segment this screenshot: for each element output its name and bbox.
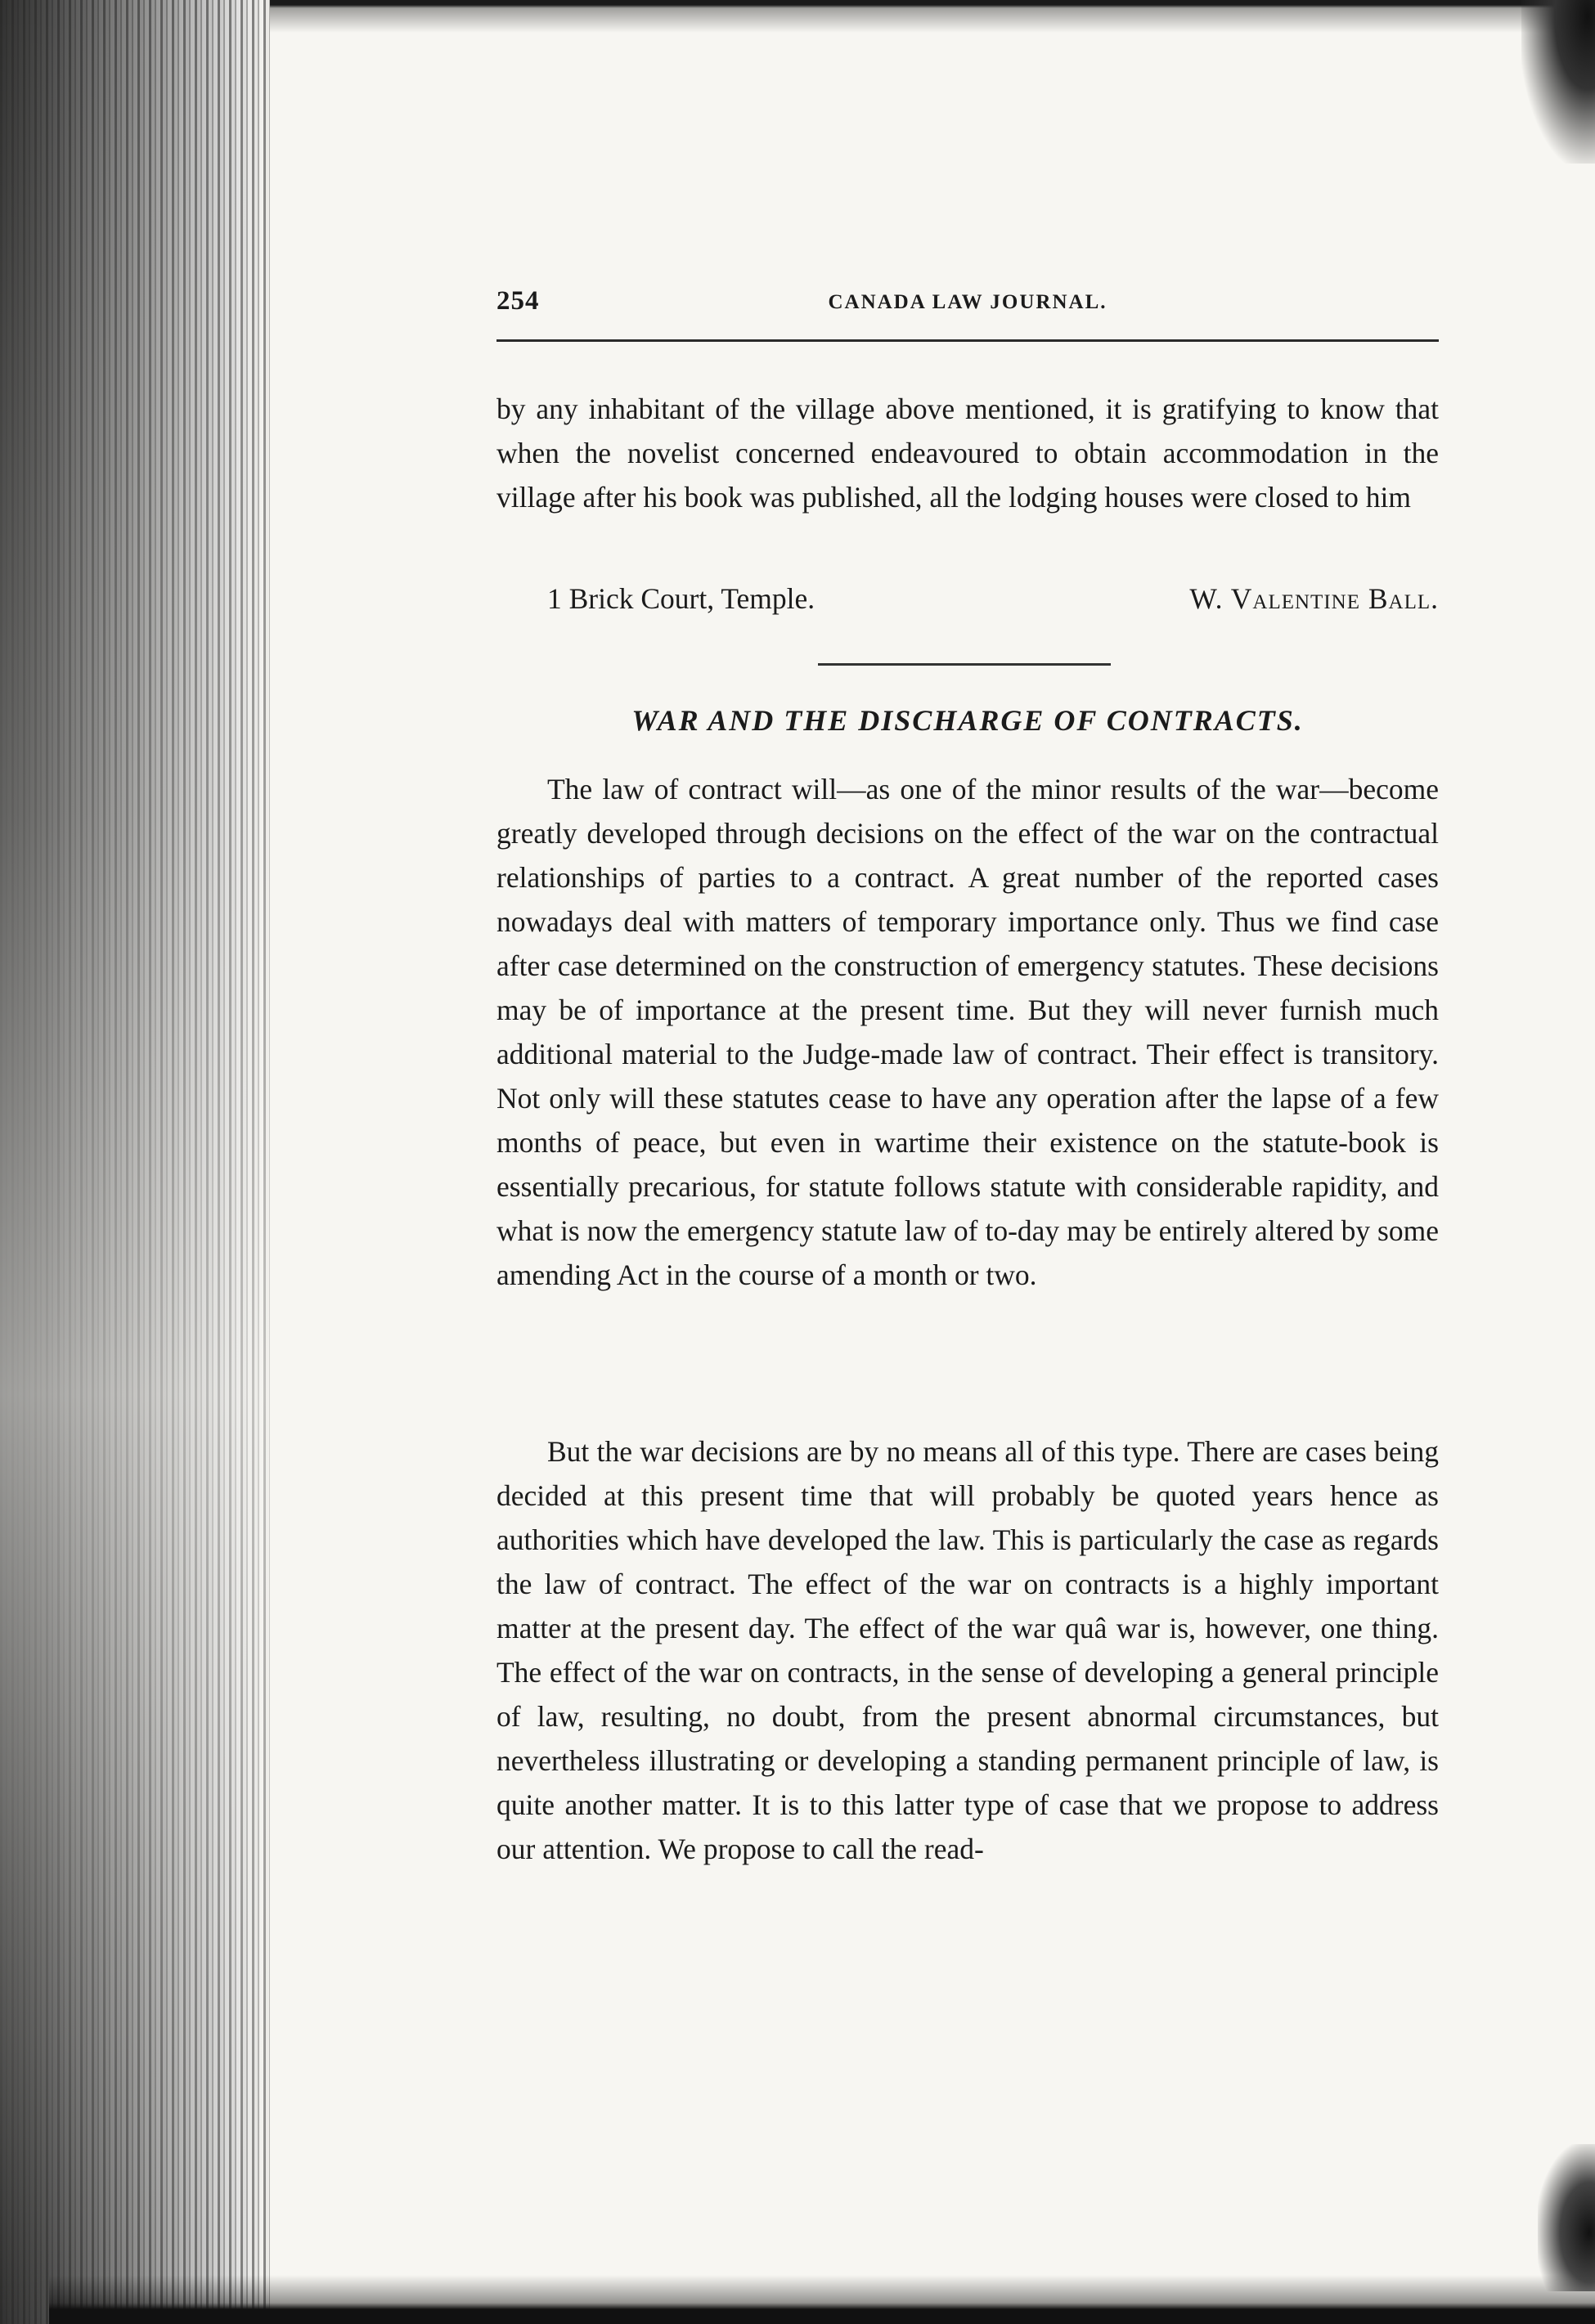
- scan-corner-shadow-bottom: [1538, 2144, 1595, 2291]
- scan-binding-fade: [0, 0, 270, 2324]
- article-paragraph-2: [496, 1429, 1439, 1871]
- signature-address: 1 Brick Court, Temple.: [547, 582, 815, 615]
- section-divider: [818, 663, 1111, 666]
- article-title: WAR AND THE DISCHARGE OF CONTRACTS.: [631, 704, 1304, 737]
- paragraph: The law of contract will—as one of the minor results of the war—become greatly developed through decisions on the effect of the war on the contractual relationships of parties to a contract. A great number of the reported cases nowadays deal with matters of temporary importance only. Thus we find case after case determined on the construction of emergency statutes. These decisions may be of importance at the present time. But they will never furnish much additional material to the Judge-made law of contract. Their effect is transitory. Not only will these statutes cease to have any operation after the lapse of a few months of peace, but even in wartime their existence on the statute-book is essentially precarious, for statute follows statute with considerable rapidity, and what is now the emergency statute law of to-day may be entirely altered by some amending Act in the course of a month or two.: [496, 773, 1439, 1291]
- article-paragraph-1: [496, 767, 1439, 1297]
- paragraph: But the war decisions are by no means all of this type. There are cases being decided at this present time that will probably be quoted years hence as authorities which have developed the law. This is particularly the case as regards the law of contract. The effect of the war on contracts is a highly important matter at the present day. The effect of the war quâ war is, however, one thing. The effect of the war on contracts, in the sense of developing a general principle of law, resulting, no doubt, from the present abnormal circumstances, but nevertheless illustrating or developing a standing permanent principle of law, is quite another matter. It is to this latter type of case that we propose to address our attention. We propose to call the read-: [496, 1435, 1439, 1865]
- page-number: 254: [496, 286, 540, 316]
- running-head: [496, 286, 1439, 327]
- paragraph: by any inhabitant of the village above mentioned, it is gratifying to know that when the novelist concerned endeavoured to obtain accommodation in the village after his book was published, all the lodging houses were closed to him: [496, 393, 1439, 514]
- scan-bottom-edge: [49, 2267, 1595, 2324]
- signature-line: [547, 577, 1439, 621]
- signature-author: W. Valentine Ball.: [1189, 582, 1439, 615]
- previous-article-ending: [496, 387, 1439, 519]
- scan-top-edge: [270, 0, 1595, 49]
- journal-page: [496, 286, 1439, 1865]
- header-rule: [496, 339, 1439, 342]
- journal-title: CANADA LAW JOURNAL.: [828, 291, 1108, 313]
- scan-corner-shadow: [1521, 0, 1595, 164]
